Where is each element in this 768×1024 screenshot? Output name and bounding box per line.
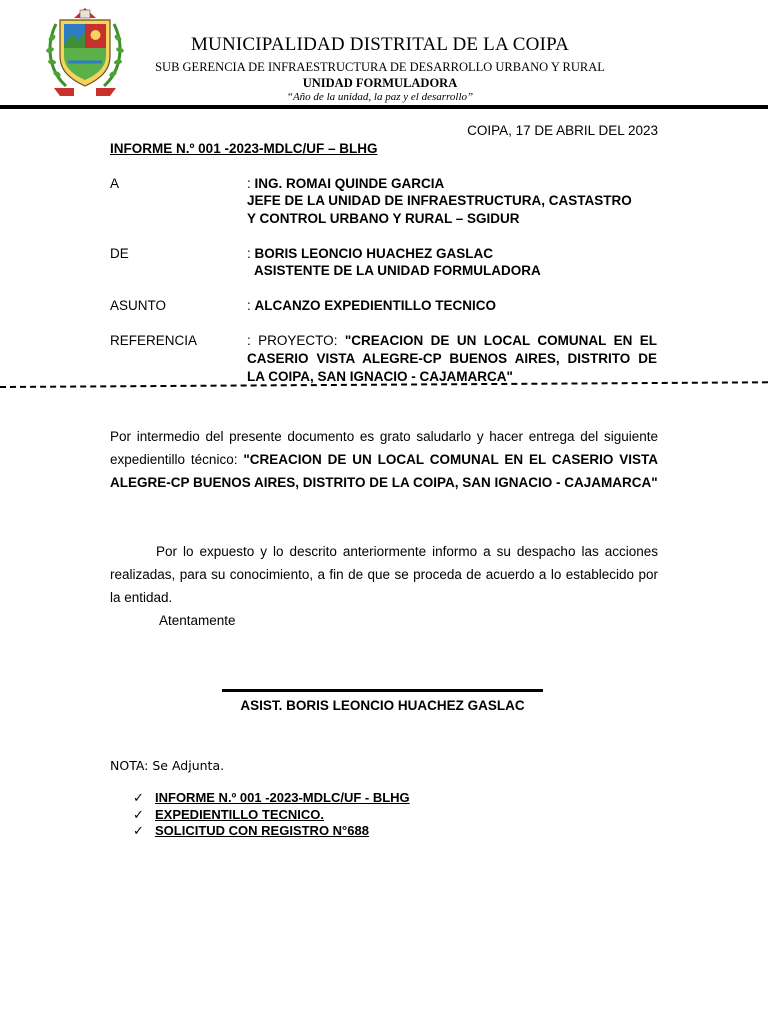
signature-line [222, 689, 543, 692]
header-divider [0, 105, 768, 109]
municipal-coat-of-arms-logo [44, 4, 126, 100]
from-label: DE [110, 246, 129, 261]
check-icon: ✓ [133, 823, 144, 838]
colon: : [247, 176, 255, 191]
reference-project-1: "CREACION DE UN LOCAL COMUNAL EN EL [344, 333, 657, 348]
attachment-text: INFORME N.º 001 -2023-MDLC/UF - BLHG [155, 790, 410, 805]
signature-name: ASIST. BORIS LEONCIO HUACHEZ GASLAC [240, 698, 525, 713]
colon: : [247, 333, 259, 348]
year-motto: “Año de la unidad, la paz y el desarrollo” [286, 91, 474, 103]
document-date: COIPA, 17 DE ABRIL DEL 2023 [467, 123, 658, 138]
reference-label: REFERENCIA [110, 333, 198, 348]
closing: Atentamente [159, 613, 236, 628]
colon: : [247, 298, 255, 313]
attachment-item [133, 806, 324, 823]
paragraph-1-text: Por intermedio del presente documento es grato saludarlo y hacer entrega del siguiente expedientillo técnico: [110, 429, 658, 467]
reference-project-3: LA COIPA, SAN IGNACIO - CAJAMARCA" [247, 369, 513, 384]
subgerencia-name: SUB GERENCIA DE INFRAESTRUCTURA DE DESARROLLO URBANO Y RURAL [155, 60, 605, 74]
subject-label: ASUNTO [110, 298, 167, 313]
unit-name: UNIDAD FORMULADORA [302, 76, 458, 90]
to-name: ING. ROMAI QUINDE GARCIA [254, 176, 445, 191]
paragraph-1-project: "CREACION DE UN LOCAL COMUNAL EN EL CASERIO VISTA ALEGRE-CP BUENOS AIRES, DISTRITO DE LA COIPA, SAN IGNACIO - CAJAMARCA" [110, 452, 658, 490]
body-paragraph-1 [110, 425, 658, 494]
to-recipient [247, 175, 444, 193]
to-label: A [110, 176, 120, 191]
from-sender [247, 245, 493, 263]
report-title: INFORME N.º 001 -2023-MDLC/UF – BLHG [110, 141, 378, 156]
reference-prefix: PROYECTO: [258, 333, 345, 348]
subject-value [247, 297, 496, 315]
from-name: BORIS LEONCIO HUACHEZ GASLAC [254, 246, 494, 261]
to-position-line-2: Y CONTROL URBANO Y RURAL – SGIDUR [247, 211, 520, 226]
note-label: NOTA: Se Adjunta. [110, 758, 225, 773]
colon: : [247, 246, 255, 261]
to-position-line-1: JEFE DE LA UNIDAD DE INFRAESTRUCTURA, CASTASTRO [247, 193, 632, 208]
attachment-item [133, 822, 369, 839]
body-paragraph-2: Por lo expuesto y lo descrito anteriormente informo a su despacho las acciones realizadas, para su conocimiento, a fin de que se proceda de acuerdo a lo establecido por la entidad. [110, 544, 658, 605]
attachment-text: EXPEDIENTILLO TECNICO. [155, 807, 325, 822]
reference-line-1 [247, 332, 657, 350]
from-position: ASISTENTE DE LA UNIDAD FORMULADORA [254, 263, 541, 278]
check-icon: ✓ [133, 790, 144, 805]
subject-text: ALCANZO EXPEDIENTILLO TECNICO [254, 298, 497, 313]
reference-project-2: CASERIO VISTA ALEGRE-CP BUENOS AIRES, DISTRITO DE [247, 351, 657, 366]
check-icon: ✓ [133, 807, 144, 822]
municipality-name: MUNICIPALIDAD DISTRITAL DE LA COIPA [190, 34, 570, 55]
attachment-item [133, 789, 410, 806]
attachment-text: SOLICITUD CON REGISTRO N°688 [155, 823, 369, 838]
